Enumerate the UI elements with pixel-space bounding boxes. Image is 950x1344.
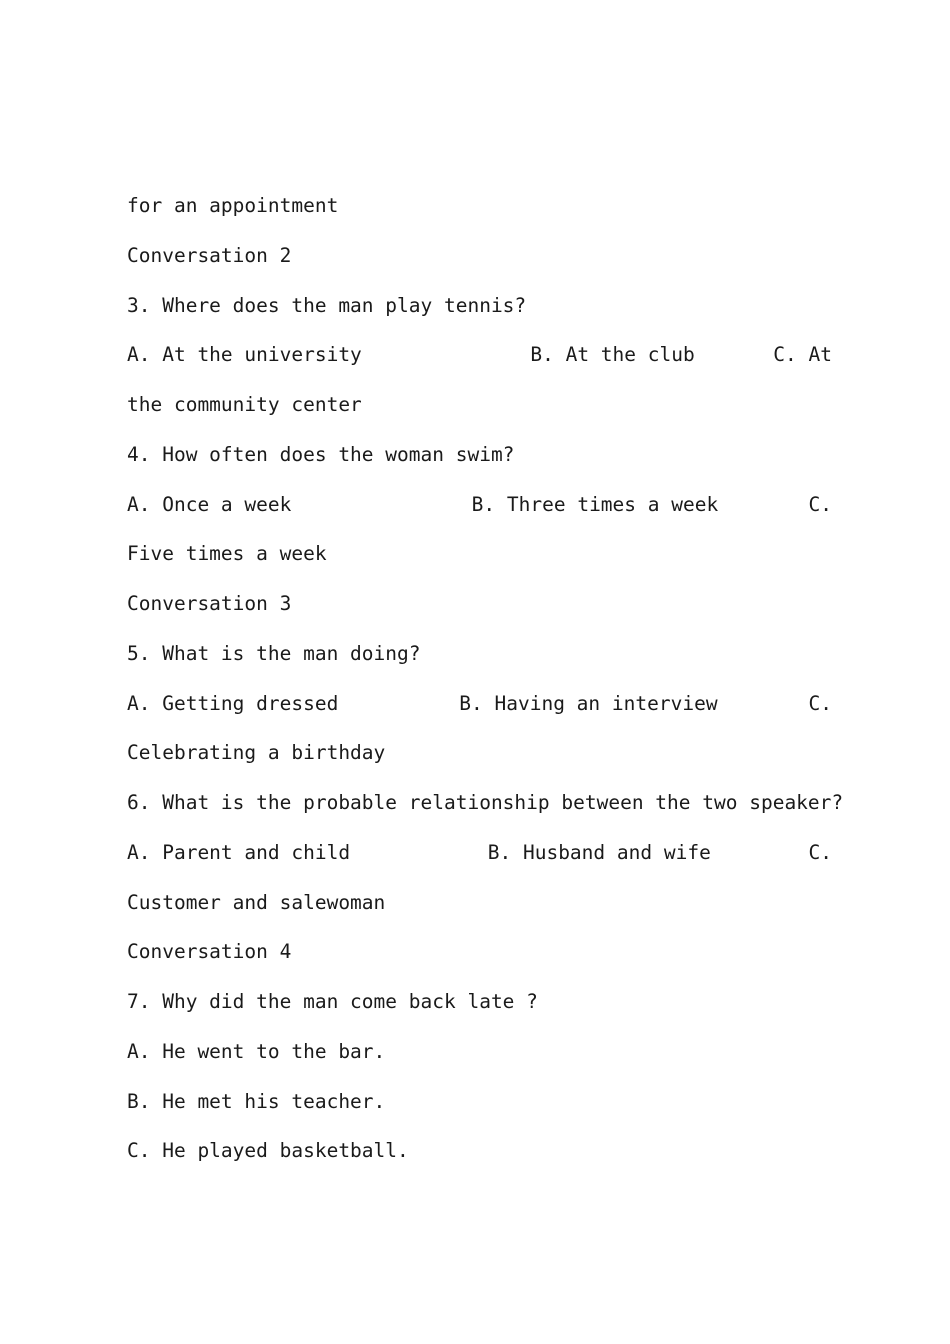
question-4-options <box>127 490 832 520</box>
option-a: A. Once a week <box>127 493 292 516</box>
question-7-option-a: A. He went to the bar. <box>127 1040 386 1063</box>
continued-option-text: for an appointment <box>127 194 339 217</box>
section-heading-conversation-3: Conversation 3 <box>127 592 292 615</box>
option-a: A. At the university <box>127 343 362 366</box>
question-4: 4. How often does the woman swim? <box>127 443 515 466</box>
question-4-option-c-continued: Five times a week <box>127 542 327 565</box>
option-c: C. <box>808 493 832 516</box>
option-c: C. <box>808 841 832 864</box>
option-b: B. Three times a week <box>471 493 719 516</box>
option-c: C. At <box>773 343 832 366</box>
question-6: 6. What is the probable relationship between the two speaker? <box>127 791 844 814</box>
question-5-option-c-continued: Celebrating a birthday <box>127 741 386 764</box>
option-c: C. <box>808 692 832 715</box>
question-6-options <box>127 838 832 868</box>
section-heading-conversation-2: Conversation 2 <box>127 244 292 267</box>
question-5: 5. What is the man doing? <box>127 642 421 665</box>
question-7: 7. Why did the man come back late ? <box>127 990 538 1013</box>
option-b: B. Having an interview <box>459 692 718 715</box>
question-3-options <box>127 340 832 370</box>
option-a: A. Parent and child <box>127 841 351 864</box>
question-6-option-c-continued: Customer and salewoman <box>127 891 386 914</box>
question-7-option-c: C. He played basketball. <box>127 1139 409 1162</box>
option-b: B. At the club <box>530 343 695 366</box>
option-a: A. Getting dressed <box>127 692 339 715</box>
question-5-options <box>127 689 832 719</box>
option-b: B. Husband and wife <box>487 841 711 864</box>
question-3: 3. Where does the man play tennis? <box>127 294 527 317</box>
question-7-option-b: B. He met his teacher. <box>127 1090 386 1113</box>
question-3-option-c-continued: the community center <box>127 393 362 416</box>
section-heading-conversation-4: Conversation 4 <box>127 940 292 963</box>
